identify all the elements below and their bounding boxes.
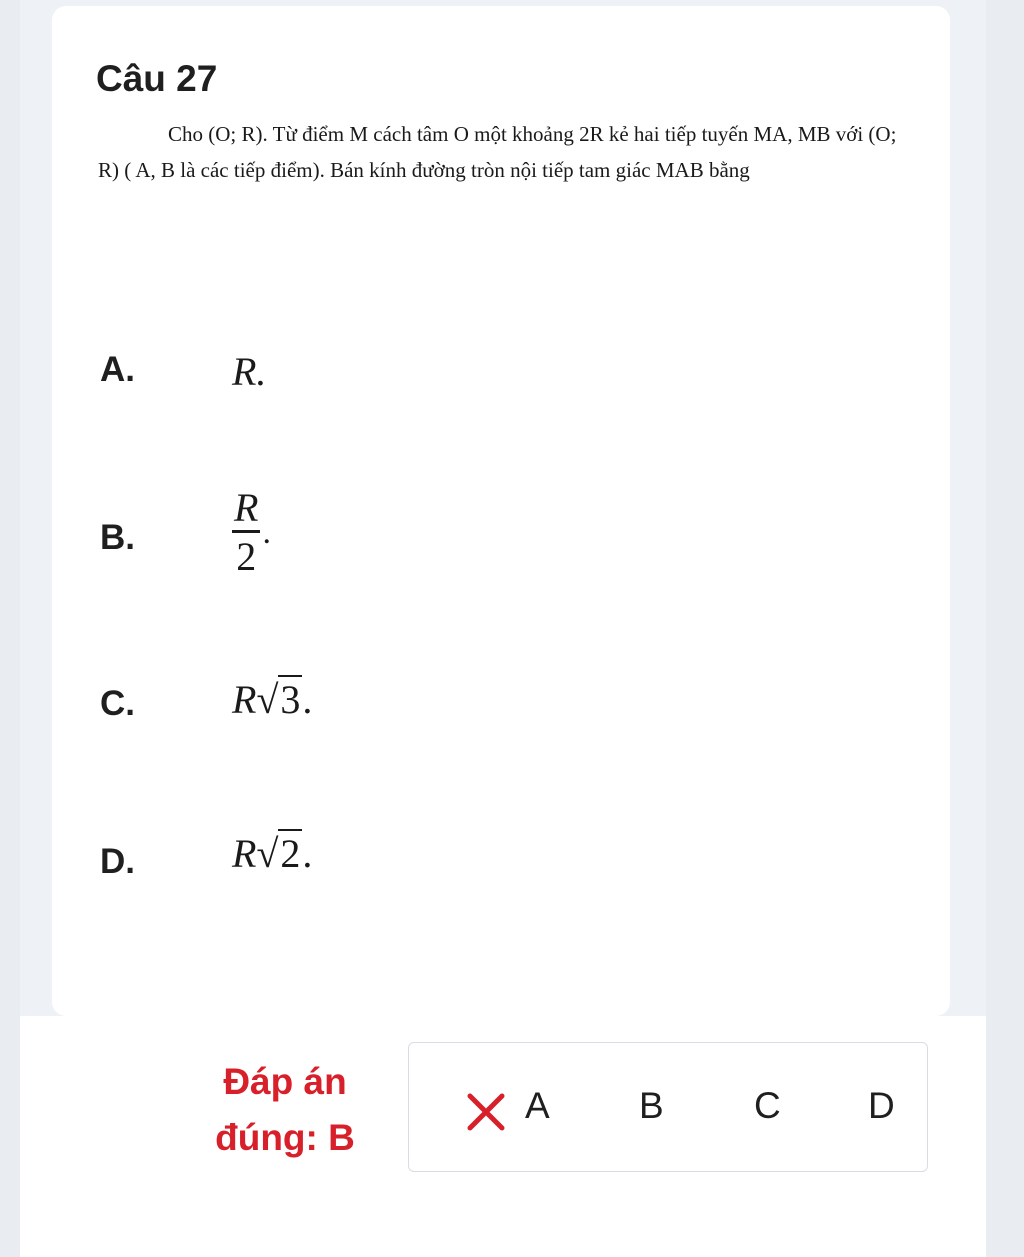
option-d-suffix: . xyxy=(302,831,313,876)
option-b-letter: B. xyxy=(100,518,135,557)
option-c-suffix: . xyxy=(302,677,313,722)
option-d-prefix: R xyxy=(232,831,257,876)
choice-b[interactable]: B xyxy=(639,1085,664,1126)
option-c-math xyxy=(232,676,312,723)
correct-answer-line2: đúng: B xyxy=(215,1117,355,1158)
option-a-letter: A. xyxy=(100,350,135,389)
sqrt-icon: √ xyxy=(256,677,279,722)
right-edge xyxy=(986,0,1024,1257)
option-d-radicand: 2 xyxy=(280,831,301,876)
option-c-letter: C. xyxy=(100,684,135,723)
choice-a[interactable]: A xyxy=(525,1085,550,1126)
choice-d[interactable]: D xyxy=(868,1085,895,1126)
option-c-prefix: R xyxy=(232,677,257,722)
option-b-denominator: 2 xyxy=(232,530,260,579)
option-b-suffix: . xyxy=(262,513,271,551)
question-text: Cho (O; R). Từ điểm M cách tâm O một khoảng 2R kẻ hai tiếp tuyến MA, MB với (O; R) ( A, B là các tiếp điểm). Bán kính đường tròn nội tiếp tam giác MAB bằng xyxy=(98,122,897,182)
x-mark-icon xyxy=(464,1090,508,1134)
option-b-fraction xyxy=(232,486,260,579)
option-b-numerator: R xyxy=(234,485,259,530)
question-title: Câu 27 xyxy=(96,58,218,99)
option-d-letter: D. xyxy=(100,842,135,881)
choice-c[interactable]: C xyxy=(754,1085,781,1126)
option-b-math xyxy=(232,486,271,579)
left-edge xyxy=(0,0,20,1257)
correct-answer-line1: Đáp án xyxy=(223,1061,347,1102)
option-a-math: R. xyxy=(232,349,267,394)
option-d-math xyxy=(232,830,312,877)
sqrt-icon: √ xyxy=(256,831,279,876)
correct-answer-label xyxy=(200,1054,370,1166)
option-c-radicand: 3 xyxy=(280,677,301,722)
